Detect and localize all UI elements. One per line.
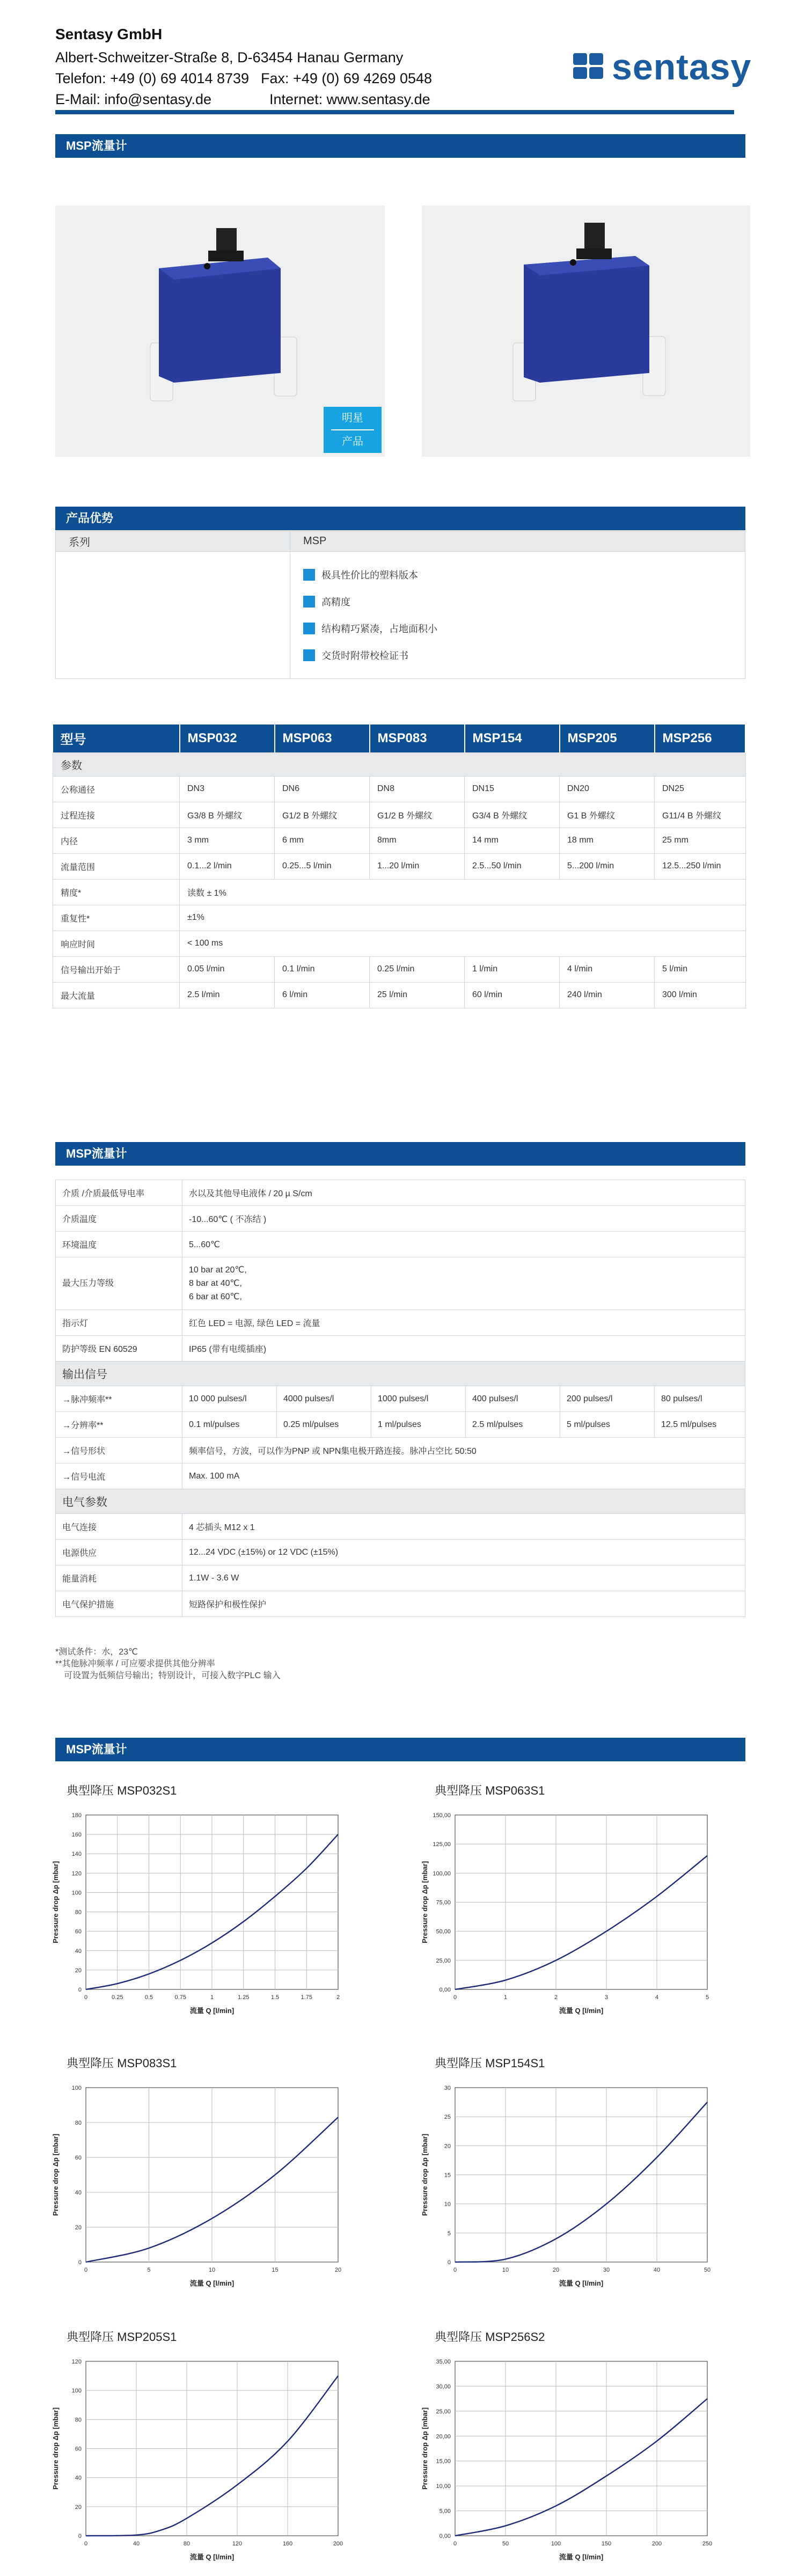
y-tick-label: 20,00 xyxy=(436,2433,451,2440)
y-axis-label: Pressure drop Δp [mbar] xyxy=(421,2133,429,2216)
y-tick-label: 40 xyxy=(75,2190,82,2196)
table-row: 电源供应 12...24 VDC (±15%) or 12 VDC (±15%) xyxy=(56,1540,745,1565)
chart-title: 典型降压 MSP032S1 xyxy=(67,1784,177,1797)
x-tick-label: 200 xyxy=(651,2541,662,2547)
section-title-3: MSP流量计 xyxy=(55,1738,745,1761)
y-tick-label: 0,00 xyxy=(439,1987,451,1993)
flow-spec-table xyxy=(55,1180,745,1617)
footnote: 可设置为低频信号输出；特别设计，可接入数字PLC 输入 xyxy=(64,1671,281,1680)
advantages-table xyxy=(55,531,745,679)
flow-group-electric: 电气参数 xyxy=(56,1489,745,1514)
header-rule xyxy=(55,110,734,114)
x-tick-label: 10 xyxy=(502,2267,509,2273)
y-tick-label: 15 xyxy=(444,2172,451,2179)
y-tick-label: 80 xyxy=(75,1909,82,1916)
x-tick-label: 200 xyxy=(333,2541,343,2547)
company-fax: Fax: +49 (0) 69 4269 0548 xyxy=(261,70,433,86)
y-tick-label: 100 xyxy=(71,2085,82,2091)
x-axis-label: 流量 Q [l/min] xyxy=(189,2007,235,2015)
y-tick-label: 40 xyxy=(75,1948,82,1955)
advantages-title: 产品优势 xyxy=(55,507,745,530)
product-photo-2 xyxy=(422,206,750,457)
advantages-col-series: 系列 xyxy=(56,531,290,552)
spec-header: MSP154 xyxy=(465,724,560,752)
chart-title: 典型降压 MSP063S1 xyxy=(435,1784,545,1797)
chart-title: 典型降压 MSP205S1 xyxy=(67,2330,177,2344)
x-tick-label: 2 xyxy=(336,1994,340,2001)
company-name: Sentasy GmbH xyxy=(55,26,163,42)
table-row: 最大压力等级 10 bar at 20℃, 8 bar at 40℃, 6 bar at 60℃, xyxy=(56,1257,745,1310)
x-tick-label: 160 xyxy=(282,2541,293,2547)
x-tick-label: 0 xyxy=(453,2541,457,2547)
y-tick-label: 80 xyxy=(75,2417,82,2424)
x-tick-label: 150 xyxy=(601,2541,612,2547)
feature-item: 交货时附带校检证书 xyxy=(303,642,732,669)
y-tick-label: 0 xyxy=(78,2259,82,2266)
y-axis-label: Pressure drop Δp [mbar] xyxy=(421,1861,429,1944)
spec-header: MSP032 xyxy=(180,724,275,752)
x-tick-label: 100 xyxy=(551,2541,561,2547)
x-tick-label: 1.75 xyxy=(301,1994,312,2001)
chart-title: 典型降压 MSP256S2 xyxy=(435,2330,545,2344)
y-tick-label: 15,00 xyxy=(436,2458,451,2465)
table-row: →脉冲频率** 10 000 pulses/l 4000 pulses/l 1000 pulses/l 400 pulses/l 200 pulses/l 80 pulses/l xyxy=(56,1386,745,1412)
y-tick-label: 35,00 xyxy=(436,2359,451,2365)
y-tick-label: 60 xyxy=(75,2155,82,2161)
company-email[interactable]: E-Mail: info@sentasy.de xyxy=(55,91,212,107)
table-row: 最大流量 2.5 l/min 6 l/min 25 l/min 60 l/min 240 l/min 300 l/min xyxy=(53,982,746,1008)
bullet-square-icon xyxy=(303,596,315,608)
table-row: 过程连接 G3/8 B 外螺纹 G1/2 B 外螺纹 G1/2 B 外螺纹 G3/4 B 外螺纹 G1 B 外螺纹 G11/4 B 外螺纹 xyxy=(53,802,746,828)
x-axis-label: 流量 Q [l/min] xyxy=(189,2279,235,2287)
company-internet[interactable]: Internet: www.sentasy.de xyxy=(269,91,430,107)
x-tick-label: 0.75 xyxy=(174,1994,186,2001)
table-row: 环境温度 5...60℃ xyxy=(56,1232,745,1257)
y-tick-label: 80 xyxy=(75,2120,82,2126)
sentasy-logo xyxy=(573,48,751,86)
table-row: 信号输出开始于 0.05 l/min 0.1 l/min 0.25 l/min 1 l/min 4 l/min 5 l/min xyxy=(53,956,746,982)
x-tick-label: 40 xyxy=(133,2541,140,2547)
x-tick-label: 1.25 xyxy=(238,1994,250,2001)
x-axis-label: 流量 Q [l/min] xyxy=(559,2553,604,2561)
x-tick-label: 3 xyxy=(604,1994,609,2001)
x-tick-label: 20 xyxy=(552,2267,560,2273)
x-tick-label: 30 xyxy=(603,2267,610,2273)
y-tick-label: 25,00 xyxy=(436,1957,451,1964)
y-tick-label: 150,00 xyxy=(433,1812,451,1819)
table-row: 响应时间 < 100 ms xyxy=(53,931,746,956)
pressure-drop-chart-msp205 xyxy=(48,2351,349,2576)
x-tick-label: 50 xyxy=(704,2267,711,2273)
y-tick-label: 5 xyxy=(447,2230,451,2237)
x-tick-label: 1.5 xyxy=(270,1994,280,2001)
y-tick-label: 25 xyxy=(444,2114,451,2121)
x-axis-label: 流量 Q [l/min] xyxy=(559,2279,604,2287)
x-tick-label: 120 xyxy=(232,2541,243,2547)
pressure-drop-chart-msp063 xyxy=(418,1804,718,2030)
bullet-square-icon xyxy=(303,623,315,634)
x-axis-label: 流量 Q [l/min] xyxy=(559,2007,604,2015)
badge-line-2: 产品 xyxy=(342,436,363,448)
y-tick-label: 180 xyxy=(71,1812,82,1819)
y-tick-label: 10,00 xyxy=(436,2483,451,2490)
x-tick-label: 5 xyxy=(147,2267,151,2273)
table-row: 电气保护措施 短路保护和极性保护 xyxy=(56,1591,745,1617)
y-tick-label: 20 xyxy=(444,2143,451,2150)
table-row: 介质温度 -10...60℃ ( 不冻结 ) xyxy=(56,1206,745,1232)
x-tick-label: 15 xyxy=(272,2267,279,2273)
pressure-drop-chart-msp083 xyxy=(48,2077,349,2302)
x-tick-label: 0 xyxy=(84,2541,88,2547)
spec-group-params: 参数 xyxy=(53,752,746,776)
y-tick-label: 100,00 xyxy=(433,1870,451,1877)
x-tick-label: 0 xyxy=(453,1994,457,2001)
y-tick-label: 60 xyxy=(75,2446,82,2453)
x-tick-label: 250 xyxy=(702,2541,713,2547)
table-row: →分辨率** 0.1 ml/pulses 0.25 ml/pulses 1 ml/pulses 2.5 ml/pulses 5 ml/pulses 12.5 ml/pulses xyxy=(56,1412,745,1438)
y-tick-label: 5,00 xyxy=(439,2508,451,2515)
badge-line-1: 明星 xyxy=(342,412,363,424)
company-phone: Telefon: +49 (0) 69 4014 8739 xyxy=(55,70,250,86)
table-row: →信号电流 Max. 100 mA xyxy=(56,1463,745,1489)
y-tick-label: 75,00 xyxy=(436,1899,451,1906)
y-axis-label: Pressure drop Δp [mbar] xyxy=(52,1861,60,1944)
table-row: 介质 /介质最低导电率 水以及其他导电液体 / 20 µ S/cm xyxy=(56,1180,745,1206)
table-row: 电气连接 4 芯插头 M12 x 1 xyxy=(56,1514,745,1540)
table-row: 重复性* ±1% xyxy=(53,905,746,931)
y-tick-label: 160 xyxy=(71,1832,82,1839)
x-tick-label: 2 xyxy=(554,1994,558,2001)
chart-title: 典型降压 MSP154S1 xyxy=(435,2057,545,2070)
spec-header: MSP256 xyxy=(655,724,746,752)
x-tick-label: 80 xyxy=(183,2541,191,2547)
plot-area xyxy=(455,2361,707,2536)
y-tick-label: 0 xyxy=(78,2533,82,2540)
y-tick-label: 20 xyxy=(75,2224,82,2231)
model-spec-table xyxy=(53,724,746,1008)
pressure-drop-chart-msp032 xyxy=(48,1804,349,2030)
star-product-badge xyxy=(324,407,382,453)
company-address: Albert-Schweitzer-Straße 8, D-63454 Hanau Germany xyxy=(55,49,404,65)
y-tick-label: 125,00 xyxy=(433,1841,451,1848)
table-row: 内径 3 mm 6 mm 8mm 14 mm 18 mm 25 mm xyxy=(53,828,746,853)
x-tick-label: 50 xyxy=(502,2541,509,2547)
y-tick-label: 50,00 xyxy=(436,1928,451,1935)
x-tick-label: 10 xyxy=(208,2267,216,2273)
x-tick-label: 20 xyxy=(334,2267,342,2273)
spec-header: MSP063 xyxy=(275,724,370,752)
section-title-1: MSP流量计 xyxy=(55,134,745,158)
section-title-2: MSP流量计 xyxy=(55,1142,745,1166)
table-row: 精度* 读数 ± 1% xyxy=(53,879,746,905)
table-row: 流量范围 0.1...2 l/min 0.25...5 l/min 1...20 l/min 2.5...50 l/min 5...200 l/min 12.5...250 l/min xyxy=(53,853,746,879)
y-tick-label: 0 xyxy=(447,2259,451,2266)
spec-header: MSP205 xyxy=(560,724,655,752)
table-row: 能量消耗 1.1W - 3.6 W xyxy=(56,1565,745,1591)
x-tick-label: 0 xyxy=(84,2267,88,2273)
y-tick-label: 25,00 xyxy=(436,2408,451,2415)
y-tick-label: 120 xyxy=(71,1870,82,1877)
y-tick-label: 20 xyxy=(75,2504,82,2511)
y-tick-label: 40 xyxy=(75,2475,82,2482)
x-tick-label: 1 xyxy=(503,1994,508,2001)
x-tick-label: 0.25 xyxy=(112,1994,123,2001)
chart-title: 典型降压 MSP083S1 xyxy=(67,2057,177,2070)
spec-header: 型号 xyxy=(53,724,180,752)
footnote: *测试条件：水，23℃ xyxy=(55,1648,138,1657)
y-tick-label: 100 xyxy=(71,2388,82,2395)
y-tick-label: 100 xyxy=(71,1890,82,1897)
footnotes xyxy=(55,1646,281,1682)
pressure-drop-chart-msp256 xyxy=(418,2351,718,2576)
flow-group-output: 输出信号 xyxy=(56,1362,745,1386)
y-tick-label: 120 xyxy=(71,2359,82,2365)
y-tick-label: 20 xyxy=(75,1967,82,1974)
feature-item: 高精度 xyxy=(303,588,732,615)
y-tick-label: 0 xyxy=(78,1987,82,1993)
y-axis-label: Pressure drop Δp [mbar] xyxy=(421,2407,429,2490)
y-tick-label: 0,00 xyxy=(439,2533,451,2540)
y-axis-label: Pressure drop Δp [mbar] xyxy=(52,2407,60,2490)
logo-text: sentasy xyxy=(612,47,752,87)
y-tick-label: 140 xyxy=(71,1851,82,1858)
logo-mark-icon xyxy=(573,51,605,83)
footnote: **其他脉冲频率 / 可应要求提供其他分辨率 xyxy=(55,1659,215,1668)
y-tick-label: 30,00 xyxy=(436,2383,451,2390)
x-tick-label: 0 xyxy=(84,1994,88,2001)
advantages-col-msp: MSP xyxy=(290,531,745,552)
pressure-drop-chart-msp154 xyxy=(418,2077,718,2302)
x-tick-label: 0 xyxy=(453,2267,457,2273)
x-tick-label: 4 xyxy=(655,1994,659,2001)
bullet-square-icon xyxy=(303,569,315,581)
x-tick-label: 1 xyxy=(210,1994,214,2001)
table-row: 指示灯 红色 LED = 电源, 绿色 LED = 流量 xyxy=(56,1310,745,1336)
table-row: 公称通径 DN3 DN6 DN8 DN15 DN20 DN25 xyxy=(53,776,746,802)
table-row: →信号形状 频率信号，方波，可以作为PNP 或 NPN集电极开路连接。脉冲占空比 50:50 xyxy=(56,1438,745,1463)
y-tick-label: 60 xyxy=(75,1928,82,1935)
spec-header: MSP083 xyxy=(370,724,465,752)
bullet-square-icon xyxy=(303,649,315,661)
x-tick-label: 40 xyxy=(653,2267,661,2273)
feature-item: 极具性价比的塑料版本 xyxy=(303,561,732,588)
feature-item: 结构精巧紧凑，占地面积小 xyxy=(303,615,732,642)
x-tick-label: 5 xyxy=(705,1994,709,2001)
company-info xyxy=(55,26,431,110)
y-tick-label: 30 xyxy=(444,2085,451,2091)
y-tick-label: 10 xyxy=(444,2201,451,2208)
table-row: 防护等级 EN 60529 IP65 (带有电缆插座) xyxy=(56,1336,745,1362)
y-axis-label: Pressure drop Δp [mbar] xyxy=(52,2133,60,2216)
x-tick-label: 0.5 xyxy=(144,1994,153,2001)
x-axis-label: 流量 Q [l/min] xyxy=(189,2553,235,2561)
